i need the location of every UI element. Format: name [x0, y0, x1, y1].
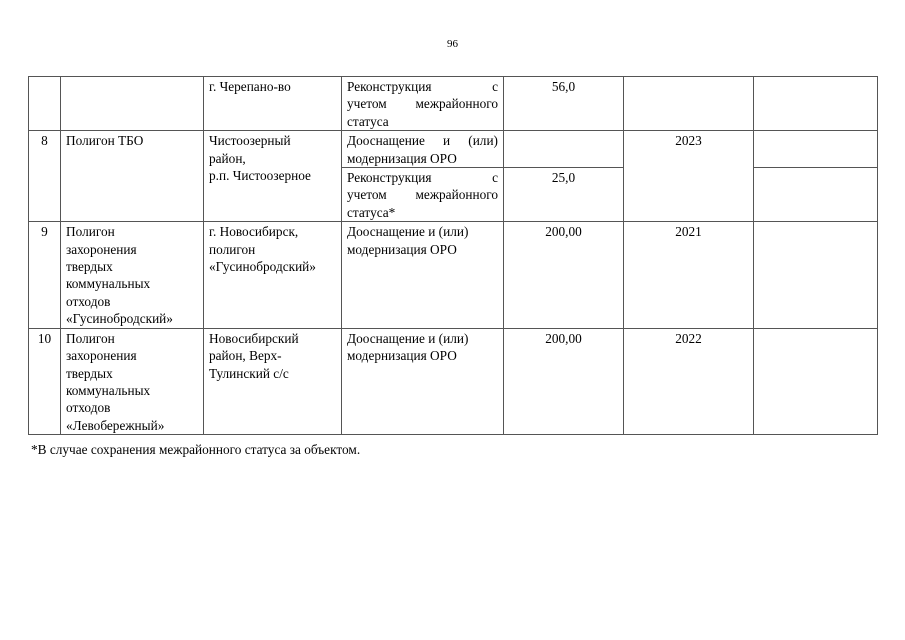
- location-line: Чистоозерный: [209, 133, 291, 149]
- location-line: Новосибирский: [209, 330, 299, 346]
- location-cell: [204, 222, 342, 328]
- extra-cell: [754, 328, 878, 434]
- facility-name-line: твердых: [66, 365, 113, 381]
- table-row: [29, 77, 878, 131]
- location-cell: [204, 328, 342, 434]
- facility-name-line: Полигон ТБО: [66, 133, 144, 149]
- location-cell: [204, 131, 342, 222]
- work-type-line: учетом межрайонного: [347, 96, 498, 112]
- amount-cell: 200,00: [504, 222, 624, 328]
- year-cell: 2023: [624, 131, 754, 222]
- facility-name-line: коммунальных: [66, 382, 151, 398]
- footnote: *В случае сохранения межрайонного статуса за объектом.: [31, 442, 361, 457]
- facility-name-cell: [61, 131, 204, 222]
- amount-cell: 200,00: [504, 328, 624, 434]
- work-type-line: модернизация ОРО: [347, 241, 457, 257]
- work-type-line: статуса: [347, 113, 389, 129]
- work-type-cell: [342, 328, 504, 434]
- work-type-cell: [342, 222, 504, 328]
- facilities-table: [28, 76, 878, 435]
- row-number-cell: [29, 77, 61, 131]
- work-type-line: статуса*: [347, 204, 396, 220]
- page-number: 96: [447, 38, 458, 50]
- location-line: р.п. Чистоозерное: [209, 168, 311, 184]
- location-line: район,: [209, 150, 246, 166]
- work-type-line: Реконструкция с: [347, 170, 498, 186]
- year-cell: 2021: [624, 222, 754, 328]
- facility-name-line: захоронения: [66, 348, 137, 364]
- work-type-line: модернизация ОРО: [347, 150, 457, 166]
- work-type-cell: [342, 77, 504, 131]
- facility-name-cell: [61, 328, 204, 434]
- row-number-cell: 8: [29, 131, 61, 222]
- facility-name-line: Полигон: [66, 224, 115, 240]
- work-type-cell: [342, 131, 504, 168]
- extra-cell: [754, 168, 878, 222]
- location-line: г. Новосибирск,: [209, 224, 299, 240]
- extra-cell: [754, 131, 878, 168]
- facility-name-line: отходов: [66, 293, 111, 309]
- work-type-cell: [342, 168, 504, 222]
- amount-cell: 25,0: [504, 168, 624, 222]
- facility-name-line: отходов: [66, 400, 111, 416]
- extra-cell: [754, 77, 878, 131]
- work-type-line: учетом межрайонного: [347, 187, 498, 203]
- location-line: полигон: [209, 241, 256, 257]
- row-number-cell: 9: [29, 222, 61, 328]
- amount-cell: [504, 131, 624, 168]
- facility-name-line: коммунальных: [66, 276, 151, 292]
- location-line: «Гусинобродский»: [209, 259, 316, 275]
- location-cell: [204, 77, 342, 131]
- facility-name-cell: [61, 222, 204, 328]
- work-type-line: Реконструкция с: [347, 79, 498, 94]
- facility-name-line: захоронения: [66, 241, 137, 257]
- table-row: [29, 222, 878, 328]
- location-line: Тулинский с/с: [209, 365, 289, 381]
- facility-name-line: «Гусинобродский»: [66, 311, 173, 327]
- location-line: г. Черепано-во: [209, 79, 291, 94]
- extra-cell: [754, 222, 878, 328]
- facility-name-cell: [61, 77, 204, 131]
- table-row: [29, 328, 878, 434]
- work-type-line: Дооснащение и (или): [347, 224, 469, 240]
- work-type-line: Дооснащение и (или): [347, 133, 498, 149]
- facility-name-line: Полигон: [66, 330, 115, 346]
- amount-cell: 56,0: [504, 77, 624, 131]
- work-type-line: Дооснащение и (или): [347, 330, 469, 346]
- location-line: район, Верх-: [209, 348, 282, 364]
- year-cell: [624, 77, 754, 131]
- work-type-line: модернизация ОРО: [347, 348, 457, 364]
- year-cell: 2022: [624, 328, 754, 434]
- row-number-cell: 10: [29, 328, 61, 434]
- facility-name-line: «Левобережный»: [66, 417, 165, 433]
- table-row: [29, 131, 878, 168]
- facility-name-line: твердых: [66, 259, 113, 275]
